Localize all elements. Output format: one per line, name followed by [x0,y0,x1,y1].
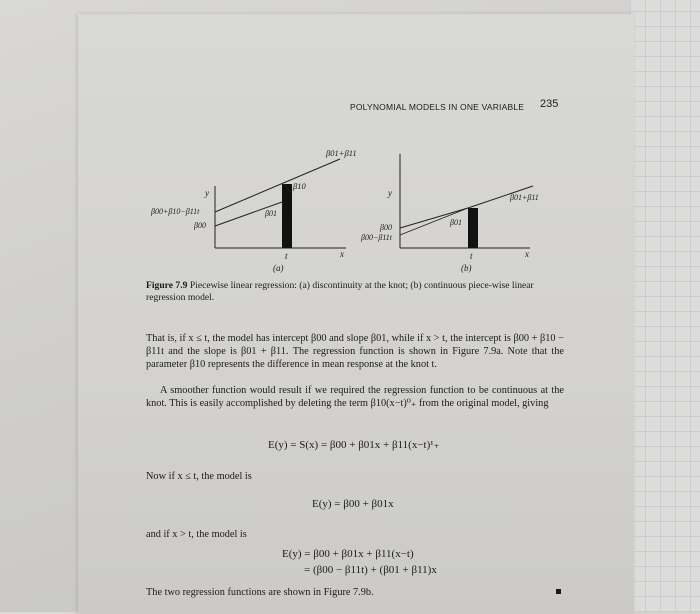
text-x-le-t: Now if x ≤ t, the model is [146,471,252,482]
panel-a-jump-label: β10 [293,181,306,191]
panel-a-jump-bar [282,184,292,248]
paragraph-2: A smoother function would result if we required the regression function to be continuous at the knot. This is easily accomplished by deleting the term β10(x−t)⁰₊ from the original model, giving [146,385,564,409]
panel-a-slope-upper: β01+β11 [326,148,357,158]
equation-above-knot-1: E(y) = β00 + β01x + β11(x−t) [282,548,414,560]
panel-a [150,148,357,273]
panel-b-y-label: y [388,188,392,198]
equation-below-knot: E(y) = β00 + β01x [312,498,394,510]
panel-b [360,154,539,273]
panel-a-slope-lower: β01 [265,209,277,218]
panel-b-intercept-upper: β00 [380,223,392,232]
panel-a-knot-label: t [285,251,288,261]
panel-b-intercept-lower: β00−β11t [361,233,392,242]
graph-paper-background [630,0,700,612]
panel-a-y-label: y [205,188,209,198]
book-page [78,14,634,614]
panel-b-x-label: x [525,249,529,259]
caption-number: Figure 7.9 [146,280,188,291]
figure-7-9 [78,14,634,284]
panel-a-intercept-lower: β00 [194,221,206,230]
panel-b-knot-label: t [470,251,473,261]
end-of-proof-square [556,589,561,594]
caption-text: Piecewise linear regression: (a) discontinuity at the knot; (b) continuous piece-wise linear regression model. [146,280,534,303]
panel-b-label: (b) [461,263,472,273]
equation-above-knot-2: = (β00 − β11t) + (β01 + β11)x [304,564,437,576]
running-header: POLYNOMIAL MODELS IN ONE VARIABLE [350,102,525,112]
figure-caption [146,280,566,303]
equation-spline: E(y) = S(x) = β00 + β01x + β11(x−t)¹₊ [268,439,440,451]
text-x-gt-t: and if x > t, the model is [146,529,247,540]
closing-sentence: The two regression functions are shown in Figure 7.9b. [146,587,374,598]
panel-b-slope-lower: β01 [450,218,462,227]
panel-a-label: (a) [273,263,284,273]
paragraph-1: That is, if x ≤ t, the model has intercept β00 and slope β01, while if x > t, the intercept is β00 + β10 − β11t and the slope is β01 + β11. The regression function is shown in Figure 7.9a. Note that the parameter β10 represents the difference in mean response at the knot t. [146,333,564,370]
page-number: 235 [540,98,559,110]
panel-a-intercept-upper: β00+β10−β11t [151,207,200,216]
panel-b-slope-upper: β01+β11 [510,193,539,202]
panel-b-knot-bar [468,208,478,248]
panel-a-x-label: x [340,249,344,259]
